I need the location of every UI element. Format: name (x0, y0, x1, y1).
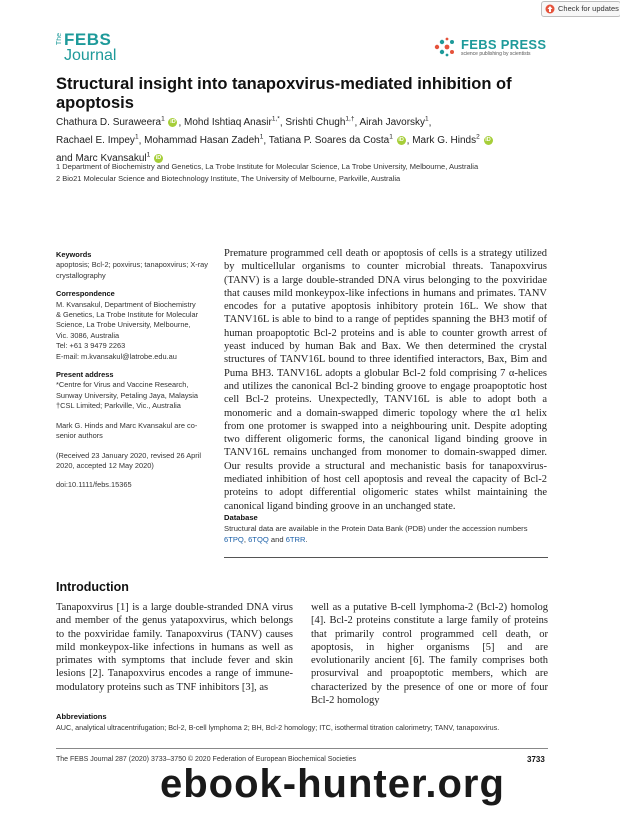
press-logo-tagline: science publishing by scientists (461, 50, 531, 57)
intro-text: Tanapoxvirus [1] is a large double-stranded DNA virus and member of the genus yatapoxvirus, which belongs to the poxviridae family. Tanapoxvirus (TANV) causes mild monkeypox-like infections in humans as well as primates with symptoms that include fever and skin lesions [2]. Tanapoxvirus encodes a range of immune-modulatory proteins such as TNF inhibitors [3], as (56, 602, 293, 693)
article-info-sidebar (56, 250, 216, 491)
pdb-link[interactable]: 6TRR (285, 535, 306, 544)
press-logo-name: FEBS PRESS (461, 36, 547, 52)
abbreviations-heading: Abbreviations (56, 712, 107, 721)
orcid-icon[interactable]: iD (155, 154, 162, 161)
present-address-line: †CSL Limited; Parkville, Vic., Australia (56, 401, 181, 411)
database-text: Structural data are available in the Protein Data Bank (PDB) under the accession numbers (224, 524, 528, 533)
correspondence-heading: Correspondence (56, 289, 115, 299)
senior-authors-note: Mark G. Hinds and Marc Kvansakul are co- (56, 420, 198, 430)
check-for-updates-button[interactable] (541, 1, 620, 17)
database-box: Database Structural data are available in the Protein Data Bank (PDB) under the accession numbers 6TPQ, 6TQQ and 6TRR. (224, 512, 548, 545)
correspondence-line: & Genetics, La Trobe Institute for Molecular (56, 310, 199, 320)
affiliation: 2 Bio21 Molecular Science and Biotechnology Institute, The University of Melbourne, Parkville, Australia (56, 174, 401, 183)
correspondence-line: Vic. 3086, Australia (56, 330, 120, 340)
author-list: Chathura D. Suraweera$^1$ iD , Mohd Ishtiaq Anasir$^{1,*}$, Srishti Chugh$^{1,\dagger}$, Airah Javorsky$^1$, Rachael E. Impey$^1$, Mohammad Hasan Zadeh$^1$, Tatiana P. Soares da Costa$^1$ iD , Mark G. Hinds$^2$ iD and Marc Kvansakul$^1$ iD (56, 116, 491, 164)
intro-column-left (56, 601, 293, 694)
update-icon (545, 4, 555, 14)
received-dates: (Received 23 January 2020, revised 26 April (56, 450, 202, 460)
correspondence-line: Science, La Trobe University, Melbourne, (56, 320, 191, 330)
footer-citation: The FEBS Journal 287 (2020) 3733–3750 © 2020 Federation of European Biochemical Societies (56, 756, 357, 763)
present-address-heading: Present address (56, 370, 114, 380)
abstract (224, 247, 547, 513)
author[interactable]: Rachael E. Impey$^1$ (56, 133, 139, 147)
present-address-line: *Centre for Virus and Vaccine Research, (56, 380, 189, 390)
intro-text: well as a putative B-cell lymphoma-2 (Bcl-2) homolog [4]. Bcl-2 proteins constitute a large family of proteins that primarily control programmed cell death, or apoptosis, in higher organisms [5] and are evolutionarily ancient [6]. The family comprises both prosurvival and proapoptotic members, which are characterized by the presence of one or more of four Bcl-2 homology (311, 602, 548, 707)
abbreviations-text: AUC, analytical ultracentrifugation; Bcl-2, B-cell lymphoma 2; BH, Bcl-2 homology; ITC, isothermal titration calorimetry; TANV, tanapoxvirus. (56, 723, 500, 732)
pdb-link[interactable]: 6TPQ (224, 535, 244, 544)
author[interactable]: Chathura D. Suraweera$^1$ (56, 116, 165, 129)
author[interactable]: Tatiana P. Soares da Costa$^1$ (268, 133, 393, 147)
present-address-line: Sunway University, Petaling Jaya, Malaysia (56, 390, 198, 400)
check-for-updates-label: Check for updates (558, 4, 619, 13)
author[interactable]: Mohammad Hasan Zadeh$^1$ (144, 133, 264, 147)
journal-logo-journal: Journal (64, 47, 117, 64)
journal-logo (56, 31, 116, 63)
author[interactable]: Srishti Chugh$^{1,\dagger}$ (285, 116, 355, 129)
author[interactable]: Airah Javorsky$^1$ (359, 116, 429, 129)
author[interactable]: Mohd Ishtiaq Anasir$^{1,*}$ (184, 116, 280, 129)
divider (224, 557, 548, 558)
affiliation: 1 Department of Biochemistry and Genetics, La Trobe Institute for Molecular Science, La Trobe University, Melbourne, Australia (56, 162, 479, 171)
page-number: 3733 (527, 755, 545, 764)
author[interactable]: Mark G. Hinds$^2$ (412, 133, 480, 147)
article-title: Structural insight into tanapoxvirus-mediated inhibition of apoptosis (56, 75, 512, 112)
correspondence-line: M. Kvansakul, Department of Biochemistry (56, 299, 196, 309)
author[interactable]: and Marc Kvansakul$^1$ (56, 151, 151, 164)
molecule-icon (433, 37, 457, 57)
database-heading: Database (224, 513, 258, 522)
correspondence-line: Tel: +61 3 9479 2263 (56, 341, 126, 351)
febs-press-logo (433, 37, 546, 57)
senior-authors-note: senior authors (56, 431, 103, 441)
correspondence-email[interactable]: E-mail: m.kvansakul@latrobe.edu.au (56, 351, 177, 361)
database-and: and (270, 535, 284, 544)
doi-link[interactable]: doi:10.1111/febs.15365 (56, 480, 132, 490)
journal-logo-febs: FEBS (64, 30, 112, 49)
intro-column-right (311, 601, 548, 707)
pdb-link[interactable]: 6TQQ (248, 535, 269, 544)
keywords-text: apoptosis; Bcl-2; poxvirus; tanapoxvirus; X-ray crystallography (56, 260, 208, 280)
orcid-icon[interactable]: iD (398, 137, 404, 144)
section-heading-introduction: Introduction (56, 580, 129, 594)
footer-divider (56, 748, 548, 749)
watermark: ebook-hunter.org (160, 762, 505, 806)
received-dates: 2020, accepted 12 May 2020) (56, 460, 154, 470)
orcid-icon[interactable]: iD (170, 119, 176, 126)
keywords-heading: Keywords (56, 250, 92, 259)
orcid-icon[interactable]: iD (485, 137, 491, 144)
journal-logo-the: The (56, 33, 63, 46)
abstract-text: Premature programmed cell death or apoptosis of cells is a strategy utilized by multicellular organisms to counter microbial threats. Tanapoxvirus (TANV) is a large double-stranded DNA virus belonging to the poxviridae that causes mild monkeypox-like infections in humans and primates. TANV encodes for a putative apoptosis inhibitory protein 16L. We show that TANV16L is able to bind to a range of peptides spanning the BH3 motif of human proapoptotic Bcl-2 proteins and is able to counter growth arrest of yeast induced by human Bak and Bax. We then determined the crystal structures of TANV16L bound to three identified interactors, Bax, Bim and Puma BH3. TANV16L adopts a globular Bcl-2 fold comprising 7 α-helices and utilizes the canonical Bcl-2 binding groove to engage proapoptotic host cell Bcl-2 proteins. Unexpectedly, TANV16L is able to adopt both a monomeric and a domain-swapped dimeric topology where the α1 helix from one protomer is swapped into a neighbouring unit. Despite adopting two different oligomeric forms, the canonical ligand binding groove in TANV16L remains unchanged from monomer to domain-swapped dimer. Our results provide a structural and mechanistic basis for tanapoxvirus-mediated inhibition of host cell apoptosis and reveal the capacity of Bcl-2 proteins to adopt differential oligomeric states whilst maintaining the canonical ligand binding groove in an unchanged state. (224, 248, 547, 512)
